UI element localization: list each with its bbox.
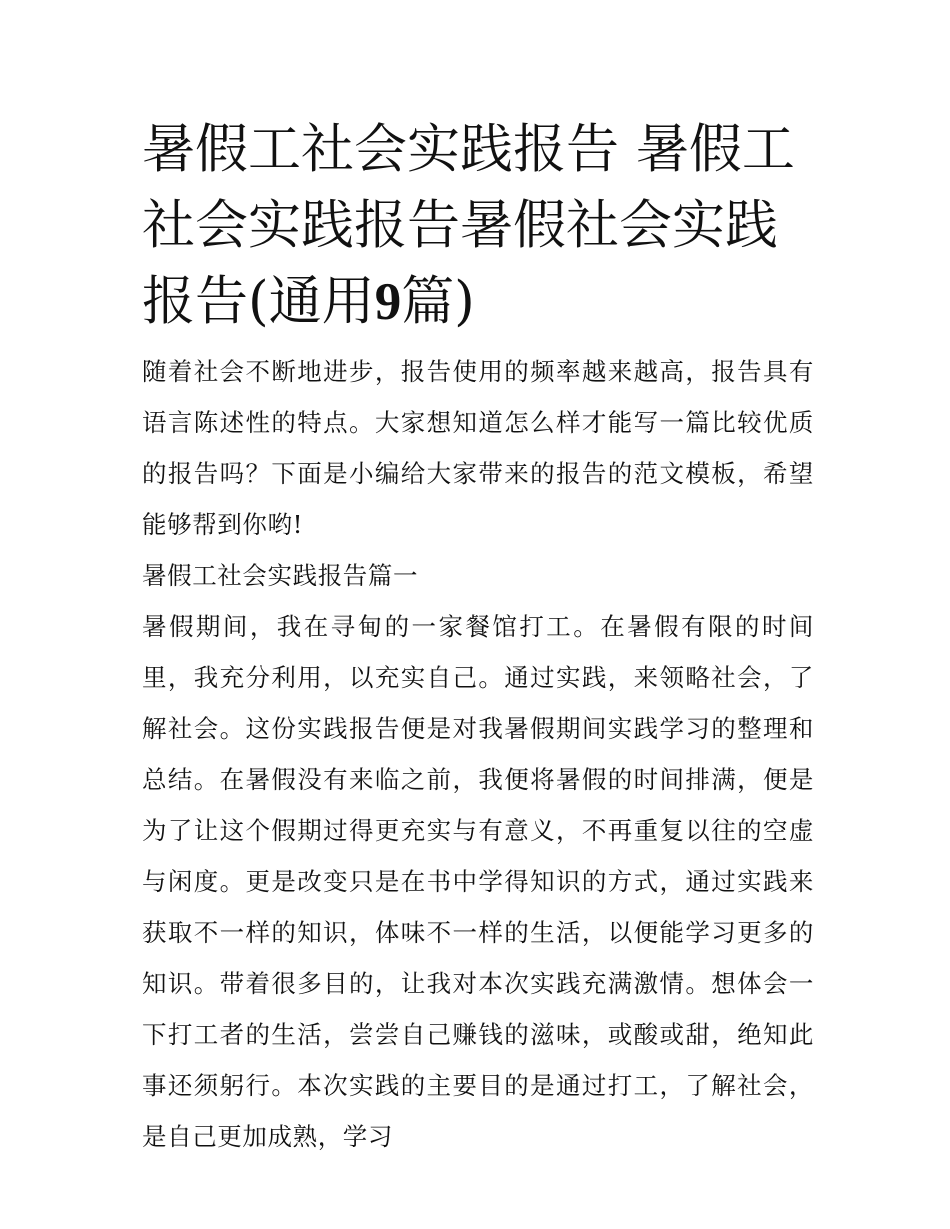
document-title [142, 112, 814, 340]
title-number: 9 [374, 273, 402, 331]
title-text: 暑假工社会实践报告 暑假工社会实践报告暑假社会实践报告(通用 [142, 119, 795, 332]
intro-paragraph: 随着社会不断地进步，报告使用的频率越来越高，报告具有语言陈述性的特点。大家想知道怎么样才能写一篇比较优质的报告吗？下面是小编给大家带来的报告的范文模板，希望能够帮到你哟! [142, 357, 814, 539]
title-suffix: 篇) [401, 271, 475, 332]
section-paragraph: 暑假期间，我在寻甸的一家餐馆打工。在暑假有限的时间里，我充分利用，以充实自己。通过实践，来领略社会，了解社会。这份实践报告便是对我暑假期间实践学习的整理和总结。在暑假没有来临之前，我便将暑假的时间排满，便是为了让这个假期过得更充实与有意义，不再重复以往的空虚与闲度。更是改变只是在书中学得知识的方式，通过实践来获取不一样的知识，体味不一样的生活，以便能学习更多的知识。带着很多目的，让我对本次实践充满激情。想体会一下打工者的生活，尝尝自己赚钱的滋味，或酸或甜，绝知此事还须躬行。本次实践的主要目的是通过打工，了解社会，是自己更加成熟，学习 [142, 612, 814, 1151]
document-page [142, 112, 814, 1162]
document-body [142, 346, 814, 1162]
section-heading: 暑假工社会实践报告篇一 [142, 561, 419, 590]
